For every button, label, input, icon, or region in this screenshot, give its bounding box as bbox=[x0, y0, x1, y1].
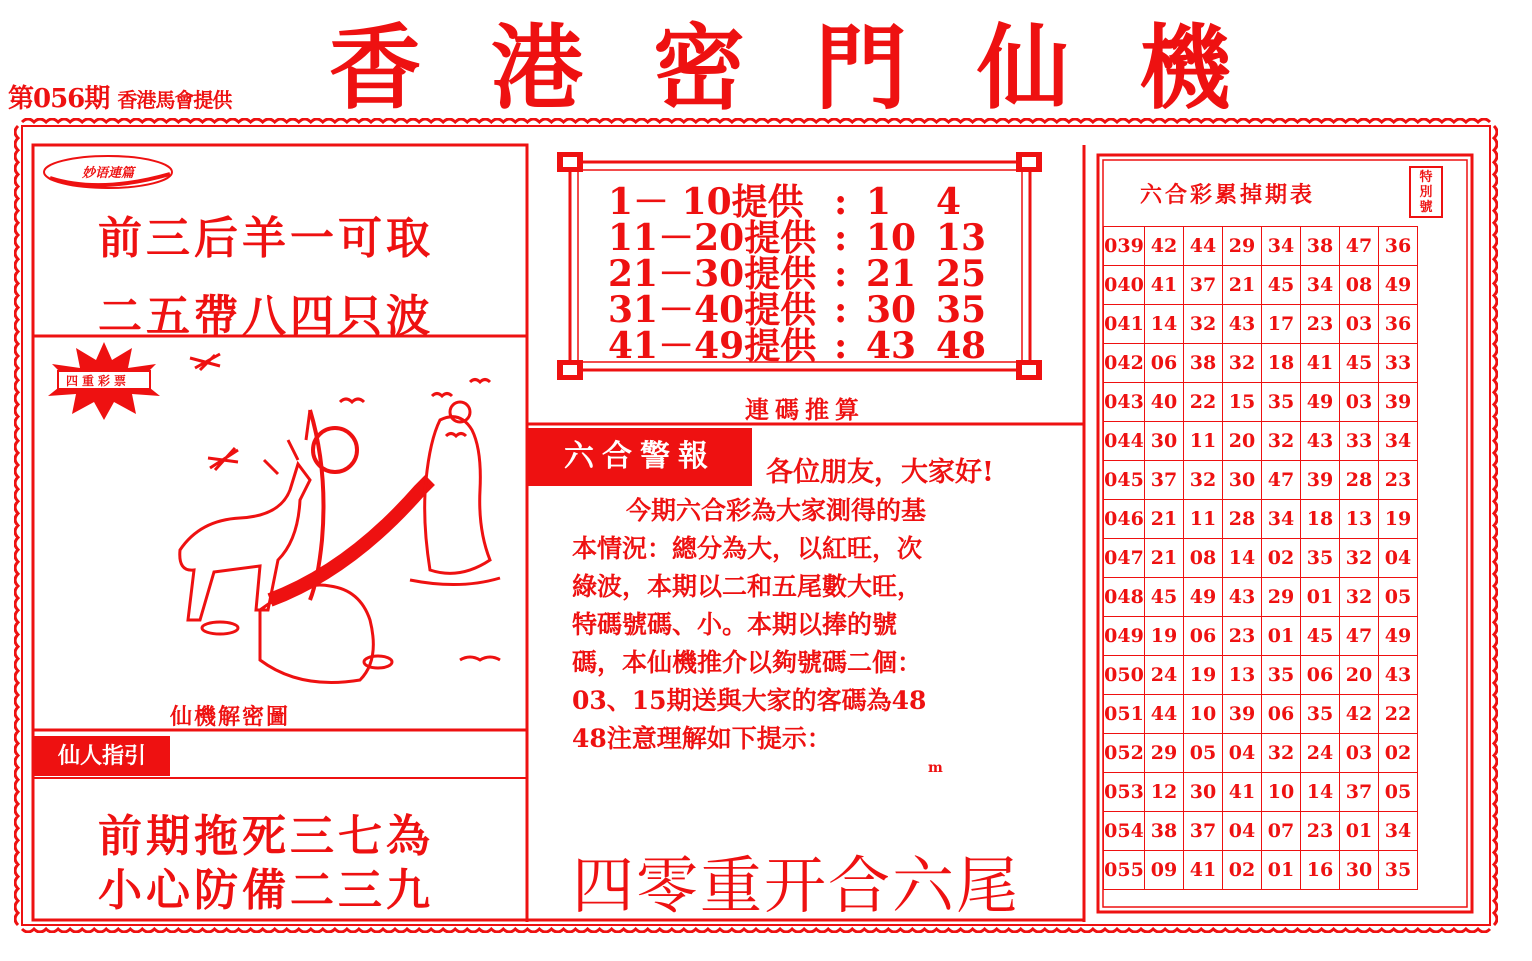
supply-number: 10 bbox=[866, 217, 917, 259]
number-cell: 20 bbox=[1340, 656, 1379, 695]
number-cell: 32 bbox=[1223, 344, 1262, 383]
number-cell: 02 bbox=[1223, 851, 1262, 890]
title-char: 香 bbox=[328, 14, 421, 122]
number-cell: 03 bbox=[1340, 383, 1379, 422]
verse-line-1: 前三后羊一可取 bbox=[98, 213, 434, 264]
supply-sep: : bbox=[834, 325, 848, 367]
number-cell: 35 bbox=[1262, 383, 1301, 422]
previous-line-1: 前期拖死三七為 bbox=[98, 811, 434, 862]
title-char: 仙 bbox=[976, 14, 1069, 122]
number-cell: 43 bbox=[1223, 578, 1262, 617]
number-cell: 37 bbox=[1184, 266, 1223, 305]
number-cell: 04 bbox=[1223, 812, 1262, 851]
table-row bbox=[1104, 305, 1418, 344]
number-cell: 43 bbox=[1301, 422, 1340, 461]
table-row bbox=[1104, 695, 1418, 734]
number-cell: 14 bbox=[1145, 305, 1184, 344]
number-cell: 03 bbox=[1340, 734, 1379, 773]
paragraph-line: 本情況：總分為大，以紅旺，次 bbox=[572, 534, 923, 563]
special-label-box bbox=[1409, 166, 1443, 218]
number-cell: 32 bbox=[1340, 539, 1379, 578]
number-cell: 41 bbox=[1145, 266, 1184, 305]
table-row bbox=[1104, 851, 1418, 890]
table-row bbox=[1104, 656, 1418, 695]
table-row bbox=[1104, 422, 1418, 461]
issue-cell: 051 bbox=[1104, 695, 1145, 734]
number-cell: 49 bbox=[1184, 578, 1223, 617]
supply-sep: : bbox=[834, 217, 848, 259]
number-cell: 01 bbox=[1262, 617, 1301, 656]
supply-number: 35 bbox=[936, 289, 987, 331]
number-cell: 33 bbox=[1379, 344, 1418, 383]
number-cell: 10 bbox=[1262, 773, 1301, 812]
verse-line-2: 二五帶八四只波 bbox=[98, 291, 434, 342]
number-cell: 37 bbox=[1184, 812, 1223, 851]
paragraph-line: 48注意理解如下提示： bbox=[572, 724, 832, 753]
issue-cell: 052 bbox=[1104, 734, 1145, 773]
number-cell: 32 bbox=[1184, 305, 1223, 344]
supply-row bbox=[608, 289, 987, 331]
alert-banner: 六合警報 bbox=[528, 428, 752, 486]
supply-number: 13 bbox=[936, 217, 987, 259]
tagline-badge bbox=[40, 150, 176, 194]
number-cell: 28 bbox=[1223, 500, 1262, 539]
title-char: 機 bbox=[1138, 14, 1231, 122]
number-cell: 37 bbox=[1340, 773, 1379, 812]
number-cell: 09 bbox=[1145, 851, 1184, 890]
number-cell: 06 bbox=[1301, 656, 1340, 695]
number-cell: 01 bbox=[1262, 851, 1301, 890]
number-cell: 24 bbox=[1145, 656, 1184, 695]
number-cell: 45 bbox=[1262, 266, 1301, 305]
number-cell: 34 bbox=[1301, 266, 1340, 305]
table-row bbox=[1104, 227, 1418, 266]
number-cell: 07 bbox=[1262, 812, 1301, 851]
number-cell: 39 bbox=[1379, 383, 1418, 422]
number-cell: 29 bbox=[1223, 227, 1262, 266]
number-cell: 05 bbox=[1379, 773, 1418, 812]
number-cell: 30 bbox=[1145, 422, 1184, 461]
number-cell: 22 bbox=[1379, 695, 1418, 734]
number-cell: 39 bbox=[1223, 695, 1262, 734]
results-table bbox=[1103, 226, 1418, 890]
number-cell: 34 bbox=[1262, 227, 1301, 266]
table-row bbox=[1104, 344, 1418, 383]
supply-row bbox=[608, 181, 986, 223]
supply-range: 21－30提供 bbox=[608, 253, 817, 295]
number-cell: 47 bbox=[1340, 227, 1379, 266]
number-cell: 01 bbox=[1301, 578, 1340, 617]
number-cell: 01 bbox=[1340, 812, 1379, 851]
number-cell: 20 bbox=[1223, 422, 1262, 461]
number-cell: 38 bbox=[1184, 344, 1223, 383]
number-cell: 49 bbox=[1379, 617, 1418, 656]
number-cell: 36 bbox=[1379, 227, 1418, 266]
number-cell: 23 bbox=[1301, 305, 1340, 344]
number-cell: 37 bbox=[1145, 461, 1184, 500]
number-cell: 19 bbox=[1184, 656, 1223, 695]
issue-cell: 054 bbox=[1104, 812, 1145, 851]
number-cell: 08 bbox=[1184, 539, 1223, 578]
number-cell: 30 bbox=[1184, 773, 1223, 812]
issue-cell: 043 bbox=[1104, 383, 1145, 422]
table-row bbox=[1104, 617, 1418, 656]
number-cell: 05 bbox=[1184, 734, 1223, 773]
number-cell: 45 bbox=[1301, 617, 1340, 656]
number-cell: 49 bbox=[1379, 266, 1418, 305]
number-cell: 32 bbox=[1262, 422, 1301, 461]
number-cell: 32 bbox=[1262, 734, 1301, 773]
number-cell: 13 bbox=[1223, 656, 1262, 695]
supply-range: 1－ 10提供 bbox=[608, 181, 804, 223]
number-cell: 42 bbox=[1340, 695, 1379, 734]
supply-number: 4 bbox=[936, 181, 962, 223]
number-cell: 35 bbox=[1379, 851, 1418, 890]
number-cell: 29 bbox=[1145, 734, 1184, 773]
table-row bbox=[1104, 383, 1418, 422]
table-row bbox=[1104, 578, 1418, 617]
number-cell: 34 bbox=[1379, 812, 1418, 851]
special-label: 特別號 bbox=[1419, 170, 1433, 215]
number-cell: 38 bbox=[1301, 227, 1340, 266]
number-cell: 21 bbox=[1145, 500, 1184, 539]
number-cell: 14 bbox=[1301, 773, 1340, 812]
tagline-text: 妙语連篇 bbox=[82, 166, 135, 181]
issue-cell: 053 bbox=[1104, 773, 1145, 812]
number-cell: 06 bbox=[1262, 695, 1301, 734]
number-cell: 41 bbox=[1223, 773, 1262, 812]
provider-text: 香港馬會提供 bbox=[117, 88, 232, 112]
number-cell: 02 bbox=[1262, 539, 1301, 578]
number-cell: 11 bbox=[1184, 422, 1223, 461]
number-cell: 04 bbox=[1379, 539, 1418, 578]
number-cell: 28 bbox=[1340, 461, 1379, 500]
issue-cell: 046 bbox=[1104, 500, 1145, 539]
number-cell: 34 bbox=[1262, 500, 1301, 539]
previous-line-2: 小心防備二三九 bbox=[98, 865, 434, 916]
paragraph-line: 綠波，本期以二和五尾數大旺， bbox=[572, 572, 923, 601]
supply-sep: : bbox=[834, 289, 848, 331]
paragraph-line: 03、15期送與大家的客碼為48 bbox=[572, 686, 927, 715]
issue-cell: 044 bbox=[1104, 422, 1145, 461]
image-caption: 仙機解密圖 bbox=[170, 704, 291, 730]
number-cell: 12 bbox=[1145, 773, 1184, 812]
supply-number: 21 bbox=[866, 253, 917, 295]
number-cell: 13 bbox=[1340, 500, 1379, 539]
supply-sep: : bbox=[834, 253, 848, 295]
supply-number: 1 bbox=[866, 181, 892, 223]
number-cell: 47 bbox=[1340, 617, 1379, 656]
supply-table bbox=[608, 181, 987, 367]
number-cell: 43 bbox=[1379, 656, 1418, 695]
number-cell: 19 bbox=[1379, 500, 1418, 539]
greeting-text: 各位朋友，大家好! bbox=[766, 457, 994, 488]
forecast-paragraph bbox=[572, 492, 1072, 758]
supply-row bbox=[608, 253, 987, 295]
number-cell: 44 bbox=[1145, 695, 1184, 734]
stray-mark: m bbox=[928, 760, 943, 776]
number-cell: 44 bbox=[1184, 227, 1223, 266]
number-cell: 21 bbox=[1145, 539, 1184, 578]
number-cell: 47 bbox=[1262, 461, 1301, 500]
results-title: 六合彩累掉期表 bbox=[1140, 182, 1316, 208]
supply-row bbox=[608, 325, 987, 367]
number-cell: 35 bbox=[1301, 695, 1340, 734]
table-row bbox=[1104, 461, 1418, 500]
supply-sep: : bbox=[834, 181, 848, 223]
number-cell: 19 bbox=[1145, 617, 1184, 656]
number-cell: 42 bbox=[1145, 227, 1184, 266]
title-char: 密 bbox=[652, 14, 745, 122]
burst-label: 四重彩票 bbox=[66, 374, 131, 388]
number-cell: 08 bbox=[1340, 266, 1379, 305]
number-cell: 45 bbox=[1145, 578, 1184, 617]
issue-cell: 042 bbox=[1104, 344, 1145, 383]
supply-range: 41－49提供 bbox=[608, 325, 817, 367]
number-cell: 21 bbox=[1223, 266, 1262, 305]
number-cell: 32 bbox=[1184, 461, 1223, 500]
number-cell: 45 bbox=[1340, 344, 1379, 383]
number-cell: 17 bbox=[1262, 305, 1301, 344]
issue-cell: 055 bbox=[1104, 851, 1145, 890]
number-cell: 24 bbox=[1301, 734, 1340, 773]
table-row bbox=[1104, 500, 1418, 539]
number-cell: 32 bbox=[1340, 578, 1379, 617]
number-cell: 30 bbox=[1340, 851, 1379, 890]
supply-range: 31－40提供 bbox=[608, 289, 817, 331]
table-row bbox=[1104, 539, 1418, 578]
paragraph-line: 今期六合彩為大家測得的基 bbox=[626, 496, 927, 525]
number-cell: 29 bbox=[1262, 578, 1301, 617]
number-cell: 41 bbox=[1184, 851, 1223, 890]
supply-number: 48 bbox=[936, 325, 987, 367]
supply-caption: 連碼推算 bbox=[745, 395, 865, 424]
supply-number: 43 bbox=[866, 325, 917, 367]
number-cell: 06 bbox=[1184, 617, 1223, 656]
number-cell: 11 bbox=[1184, 500, 1223, 539]
number-cell: 03 bbox=[1340, 305, 1379, 344]
number-cell: 38 bbox=[1145, 812, 1184, 851]
number-cell: 15 bbox=[1223, 383, 1262, 422]
number-cell: 49 bbox=[1301, 383, 1340, 422]
supply-number: 25 bbox=[936, 253, 987, 295]
burst-badge bbox=[44, 340, 164, 420]
issue-cell: 039 bbox=[1104, 227, 1145, 266]
guide-banner: 仙人指引 bbox=[34, 736, 170, 776]
table-row bbox=[1104, 773, 1418, 812]
issue-cell: 050 bbox=[1104, 656, 1145, 695]
number-cell: 34 bbox=[1379, 422, 1418, 461]
issue-cell: 041 bbox=[1104, 305, 1145, 344]
number-cell: 23 bbox=[1301, 812, 1340, 851]
table-row bbox=[1104, 266, 1418, 305]
number-cell: 10 bbox=[1184, 695, 1223, 734]
issue-cell: 048 bbox=[1104, 578, 1145, 617]
number-cell: 05 bbox=[1379, 578, 1418, 617]
issue-cell: 040 bbox=[1104, 266, 1145, 305]
number-cell: 43 bbox=[1223, 305, 1262, 344]
number-cell: 39 bbox=[1301, 461, 1340, 500]
number-cell: 23 bbox=[1379, 461, 1418, 500]
number-cell: 02 bbox=[1379, 734, 1418, 773]
number-cell: 30 bbox=[1223, 461, 1262, 500]
number-cell: 36 bbox=[1379, 305, 1418, 344]
paragraph-line: 特碼號碼、小。本期以捧的號 bbox=[572, 610, 898, 639]
supply-row bbox=[608, 217, 987, 259]
number-cell: 16 bbox=[1301, 851, 1340, 890]
number-cell: 04 bbox=[1223, 734, 1262, 773]
issue-cell: 045 bbox=[1104, 461, 1145, 500]
issue-number: 第056期 bbox=[8, 84, 110, 114]
number-cell: 06 bbox=[1145, 344, 1184, 383]
title-char: 門 bbox=[814, 14, 907, 122]
number-cell: 23 bbox=[1223, 617, 1262, 656]
number-cell: 14 bbox=[1223, 539, 1262, 578]
bottom-tip: 四零重开合六尾 bbox=[572, 849, 1021, 922]
number-cell: 18 bbox=[1262, 344, 1301, 383]
number-cell: 35 bbox=[1262, 656, 1301, 695]
supply-number: 30 bbox=[866, 289, 917, 331]
number-cell: 18 bbox=[1301, 500, 1340, 539]
table-row bbox=[1104, 734, 1418, 773]
paragraph-line: 碼，本仙機推介以夠號碼二個： bbox=[572, 648, 923, 677]
issue-cell: 049 bbox=[1104, 617, 1145, 656]
number-cell: 22 bbox=[1184, 383, 1223, 422]
number-cell: 40 bbox=[1145, 383, 1184, 422]
number-cell: 41 bbox=[1301, 344, 1340, 383]
table-row bbox=[1104, 812, 1418, 851]
number-cell: 35 bbox=[1301, 539, 1340, 578]
number-cell: 33 bbox=[1340, 422, 1379, 461]
title-char: 港 bbox=[490, 14, 583, 122]
deer-landscape-illustration bbox=[160, 340, 520, 690]
issue-cell: 047 bbox=[1104, 539, 1145, 578]
supply-range: 11－20提供 bbox=[608, 217, 817, 259]
